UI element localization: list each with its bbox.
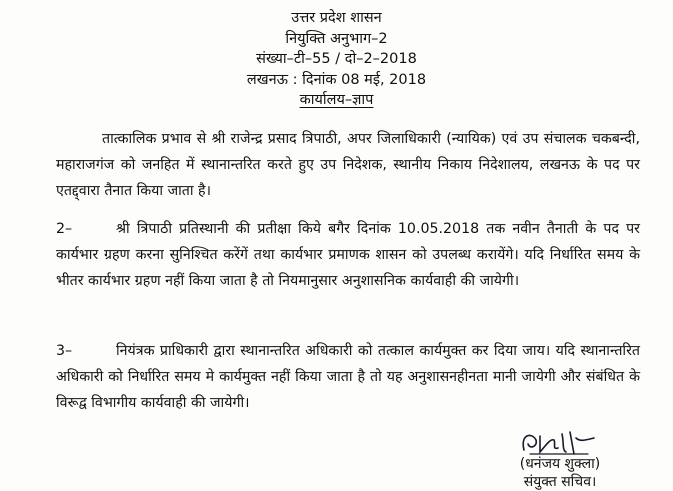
- government-title: उत्तर प्रदेश शासन: [291, 10, 382, 26]
- place-and-date: लखनऊ : दिनांक 08 मई, 2018: [246, 71, 427, 88]
- paragraph-2-text: श्री त्रिपाठी प्रतिस्थानी की प्रतीक्षा किये बगैर दिनांक 10.05.2018 तक नवीन तैनाती के पद पर कार्यभार ग्रहण करना सुनिश्चित करेंगें तथा कार्यभार प्रमाणक शासन को उपलब्ध करायेंगे। यदि निर्धारित समय के भीतर कार्यभार ग्रहण नहीं किया जाता है तो नियमानुसार अनुशासनिक कार्यवाही की जायेगी।: [56, 221, 640, 289]
- paragraph-3-number: 3–: [56, 343, 73, 359]
- paragraph-3: [56, 338, 640, 416]
- paragraph-2-number: 2–: [56, 221, 73, 237]
- signature-block: [500, 428, 620, 490]
- section-title: नियुक्ति अनुभाग–2: [285, 30, 388, 47]
- paragraph-3-text: नियंत्रक प्राधिकारी द्वारा स्थानान्तरित अधिकारी को तत्काल कार्यमुक्त कर दिया जाय। यदि स्थानान्तरित अधिकारी को निर्धारित समय मे कार्यमुक्त नहीं किया जाता है तो यह अनुशासनहीनता मानी जायेगी और संबंधित के विरूद्व विभागीय कार्यवाही की जायेगी।: [56, 343, 640, 411]
- office-memorandum-heading: कार्यालय–ज्ञाप: [299, 92, 374, 108]
- paragraph-1-text: तात्कालिक प्रभाव से श्री राजेन्द्र प्रसाद त्रिपाठी, अपर जिलाधिकारी (न्यायिक) एवं उप संचालक चकबन्दी, महाराजगंज को जनहित में स्थानान्तरित करते हुए उप निदेशक, स्थानीय निकाय निदेशालय, लखनऊ के पद पर एतद्द्वारा तैनात किया जाता है।: [56, 131, 640, 199]
- paragraph-2: [56, 216, 640, 294]
- signatory-name: (धनंजय शुक्ला): [519, 456, 601, 472]
- reference-number: संख्या–टी–55 / दो–2–2018: [256, 51, 417, 67]
- paragraph-1: [56, 126, 640, 204]
- signatory-designation: संयुक्त सचिव।: [523, 474, 597, 490]
- document-header: [0, 8, 673, 111]
